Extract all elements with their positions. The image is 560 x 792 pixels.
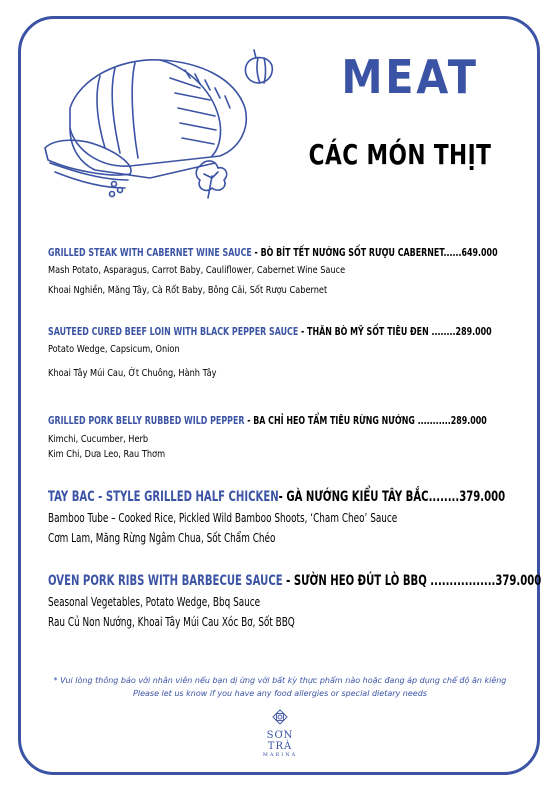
item-desc-en: Bamboo Tube – Cooked Rice, Pickled Wild Bamboo Shoots, ‘Cham Cheo’ Sauce <box>48 511 398 525</box>
item-desc-vi: Khoai Tây Múi Cau, Ớt Chuông, Hành Tây <box>48 368 217 379</box>
menu-title-vi: CÁC MÓN THỊT <box>308 138 492 171</box>
item-price: 649.000 <box>461 246 498 259</box>
item-name-vi: - BÒ BÍT TẾT NƯỚNG SỐT RƯỢU CABERNET <box>251 246 444 259</box>
item-name-vi: - BA CHỈ HEO TẨM TIÊU RỪNG NƯỚNG <box>244 414 418 427</box>
item-leader-dots: ................. <box>430 573 496 589</box>
roast-meat-illustration <box>40 38 280 200</box>
item-name-vi: - GÀ NƯỚNG KIỂU TÂY BẮC <box>278 489 429 505</box>
item-name-en: GRILLED PORK BELLY RUBBED WILD PEPPER <box>48 414 245 427</box>
menu-title-en: MEAT <box>341 50 479 104</box>
son-tra-logo <box>255 708 305 758</box>
item-desc-vi: Rau Củ Non Nướng, Khoai Tây Múi Cau Xóc Bơ, Sốt BBQ <box>48 615 295 629</box>
item-heading <box>48 489 506 505</box>
item-price: 289.000 <box>450 414 487 427</box>
item-leader-dots: ...... <box>443 246 462 259</box>
item-desc-vi: Khoai Nghiền, Măng Tây, Cà Rốt Baby, Bông Cải, Sốt Rượu Cabernet <box>48 285 328 296</box>
item-price: 379.000 <box>459 489 506 505</box>
item-heading <box>48 246 498 259</box>
item-heading <box>48 573 542 589</box>
item-price: 289.000 <box>455 325 492 338</box>
item-leader-dots: ........... <box>417 414 451 427</box>
item-leader-dots: ........ <box>428 489 460 505</box>
item-desc-vi: Kim Chi, Dưa Leo, Rau Thơm <box>48 449 166 460</box>
logo-subtitle: MARINA <box>262 752 298 758</box>
item-name-en: GRILLED STEAK WITH CABERNET WINE SAUCE <box>48 246 252 259</box>
menu-item-pork-belly <box>48 414 518 460</box>
item-desc-en: Potato Wedge, Capsicum, Onion <box>48 344 180 355</box>
item-desc-en: Mash Potato, Asparagus, Carrot Baby, Cauliflower, Cabernet Wine Sauce <box>48 265 346 276</box>
item-name-vi: - SƯỜN HEO ĐÚT LÒ BBQ <box>282 573 431 589</box>
item-name-vi: - THĂN BÒ MỸ SỐT TIÊU ĐEN <box>298 325 432 338</box>
logo-name: SƠN TRÀ <box>266 730 294 752</box>
menu-item-half-chicken <box>48 489 518 545</box>
item-desc-en: Seasonal Vegetables, Potato Wedge, Bbq Sauce <box>48 595 261 609</box>
allergy-note-en: Please let us know if you have any food allergies or special dietary needs <box>133 689 427 698</box>
item-desc-en: Kimchi, Cucumber, Herb <box>48 434 149 445</box>
allergy-note-vi: * Vui lòng thông báo với nhân viên nếu bạn dị ứng với bất kỳ thực phẩm nào hoặc đang áp dụng chế độ ăn kiêng <box>53 676 507 685</box>
item-name-en: TAY BAC - STYLE GRILLED HALF CHICKEN <box>48 489 279 505</box>
logo-emblem-icon <box>271 708 289 726</box>
menu-item-beef-loin <box>48 325 518 379</box>
item-heading <box>48 414 487 427</box>
item-price: 379.000 <box>495 573 542 589</box>
item-name-en: SAUTEED CURED BEEF LOIN WITH BLACK PEPPER SAUCE <box>48 325 299 338</box>
menu-item-grilled-steak <box>48 246 518 296</box>
item-desc-vi: Cơm Lam, Măng Rừng Ngâm Chua, Sốt Chẩm Chéo <box>48 531 276 545</box>
item-name-en: OVEN PORK RIBS WITH BARBECUE SAUCE <box>48 573 283 589</box>
menu-item-pork-ribs <box>48 573 542 629</box>
item-heading <box>48 325 492 338</box>
item-leader-dots: ........ <box>431 325 456 338</box>
